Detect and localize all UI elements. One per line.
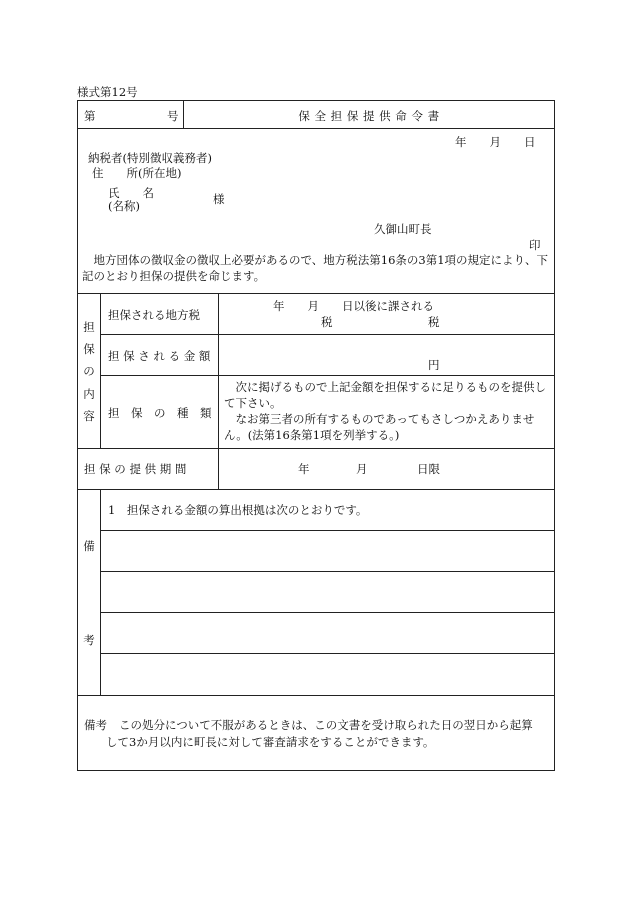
honorific: 様 <box>213 192 225 206</box>
number-prefix: 第 <box>84 109 96 123</box>
content-row-divider-2 <box>100 375 554 376</box>
period-year: 年 <box>298 462 310 476</box>
secured-tax-type-right: 税 <box>428 315 440 329</box>
content-row-divider-1 <box>100 334 554 335</box>
issuer-name: 久御山町長 <box>374 222 432 236</box>
content-side-label-1: 担 <box>83 320 95 334</box>
taxpayer-heading: 納税者(特別徴収義務者) <box>88 151 212 165</box>
content-side-vline <box>100 293 101 448</box>
secured-amount-unit: 円 <box>428 358 440 372</box>
security-type-note: なお第三者の所有するものであってもさしつかえありません。(法第16条第1項を列挙する。) <box>224 412 535 442</box>
issue-date: 年 月 日 <box>455 135 536 149</box>
security-type-instruction: 次に掲げるもので上記金額を担保するに足りるものを提供して下さい。 <box>224 380 546 410</box>
remarks-side-label-bottom: 考 <box>83 633 95 647</box>
period-label: 担 保 の 提 供 期 間 <box>84 462 187 476</box>
name-sublabel: (名称) <box>108 199 140 213</box>
remarks-divider <box>78 695 554 696</box>
content-side-label-4: 内 <box>83 387 95 401</box>
remarks-line-3 <box>100 612 554 613</box>
seal-mark: 印 <box>529 238 541 252</box>
content-side-label-5: 容 <box>83 409 95 423</box>
content-side-label-3: の <box>83 364 95 378</box>
security-type-label: 担 保 の 種 類 <box>108 406 212 420</box>
content-side-label-2: 保 <box>83 342 95 356</box>
secured-tax-date-line: 年 月 日以後に課される <box>273 299 434 313</box>
content-label-vline <box>218 293 219 489</box>
address-divider <box>78 293 554 294</box>
form-number-label: 様式第12号 <box>77 85 138 99</box>
remarks-side-label-top: 備 <box>83 539 95 553</box>
secured-tax-type-left: 税 <box>321 315 333 329</box>
name-label: 氏 名 <box>108 186 154 200</box>
document-title: 保 全 担 保 提 供 命 令 書 <box>298 109 440 123</box>
address-label: 住 所(所在地) <box>92 166 182 180</box>
remarks-line-1 <box>100 530 554 531</box>
number-suffix: 号 <box>167 109 179 123</box>
footer-note-label: 備考 <box>84 718 107 732</box>
remarks-line-4 <box>100 653 554 654</box>
footer-note-line1: この処分について不服があるときは、この文書を受け取られた日の翌日から起算 <box>119 718 533 732</box>
period-day-limit: 日限 <box>417 462 440 476</box>
secured-tax-label: 担保される地方税 <box>108 308 200 322</box>
remarks-side-vline <box>100 489 101 695</box>
remarks-line-2 <box>100 571 554 572</box>
period-month: 月 <box>356 462 368 476</box>
footer-note-line2: して3か月以内に町長に対して審査請求をすることができます。 <box>106 735 435 749</box>
secured-amount-label: 担 保 さ れ る 金 額 <box>108 349 211 363</box>
remarks-first-line: 1 担保される金額の算出根拠は次のとおりです。 <box>108 503 368 517</box>
order-form <box>77 100 555 771</box>
header-divider <box>78 128 554 129</box>
period-divider <box>78 489 554 490</box>
order-body-text: 地方団体の徴収金の徴収上必要があるので、地方税法第16条の3第1項の規定により、下記のとおり担保の提供を命じます。 <box>82 253 549 283</box>
content-divider <box>78 448 554 449</box>
